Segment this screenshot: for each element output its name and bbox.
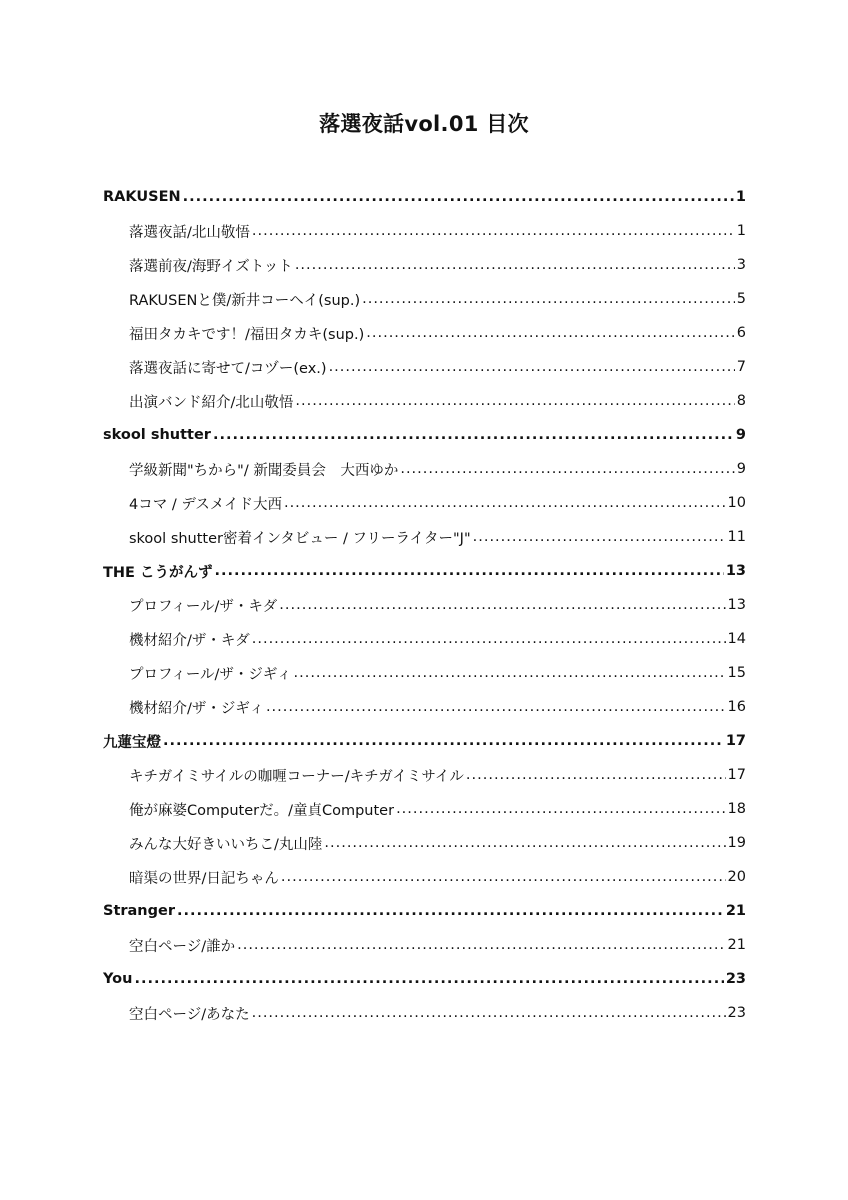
dot-leader	[214, 554, 723, 588]
toc-sub-entry	[103, 792, 746, 826]
toc-sub-entry	[103, 928, 746, 962]
dot-leader	[281, 860, 726, 894]
toc-entry-page-number: 1	[736, 223, 746, 239]
toc-entry-page-number: 20	[727, 869, 746, 885]
dot-leader	[466, 758, 726, 792]
toc-sub-entry	[103, 248, 746, 282]
toc-entry-title: 4コマ / デスメイド大西	[129, 496, 282, 513]
toc-entry-page-number: 16	[727, 699, 746, 715]
toc-entry-page-number: 23	[725, 971, 746, 987]
toc-section-entry	[103, 894, 746, 928]
toc-section-entry	[103, 554, 746, 588]
toc-entry-title: 暗渠の世界/日記ちゃん	[129, 870, 279, 887]
table-of-contents	[103, 180, 746, 1030]
toc-sub-entry	[103, 452, 746, 486]
toc-entry-page-number: 3	[736, 257, 746, 273]
toc-sub-entry	[103, 860, 746, 894]
dot-leader	[362, 282, 735, 316]
dot-leader	[237, 928, 725, 962]
dot-leader	[266, 690, 726, 724]
toc-entry-page-number: 8	[736, 393, 746, 409]
toc-entry-title: 落選前夜/海野イズトット	[129, 258, 293, 275]
toc-entry-title: みんな大好きいいちこ/丸山陸	[129, 836, 323, 853]
dot-leader	[183, 180, 734, 214]
toc-entry-page-number: 15	[727, 665, 746, 681]
toc-entry-title: プロフィール/ザ・キダ	[129, 598, 278, 615]
toc-entry-page-number: 7	[736, 359, 746, 375]
toc-entry-title: 学級新聞"ちから"/ 新聞委員会 大西ゆか	[129, 462, 399, 479]
toc-sub-entry	[103, 486, 746, 520]
toc-entry-page-number: 14	[727, 631, 746, 647]
toc-entry-title: 落選夜話に寄せて/コヅー(ex.)	[129, 360, 327, 377]
toc-section-entry	[103, 418, 746, 452]
toc-sub-entry	[103, 384, 746, 418]
toc-entry-title: 出演バンド紹介/北山敬悟	[129, 394, 294, 411]
toc-entry-page-number: 21	[725, 903, 746, 919]
toc-entry-title: Stranger	[103, 903, 175, 919]
toc-entry-title: 落選夜話/北山敬悟	[129, 224, 250, 241]
dot-leader	[134, 962, 723, 996]
toc-entry-page-number: 18	[727, 801, 746, 817]
dot-leader	[163, 724, 724, 758]
toc-entry-title: プロフィール/ザ・ジギィ	[129, 666, 292, 683]
toc-entry-page-number: 11	[727, 529, 746, 545]
dot-leader	[366, 316, 735, 350]
toc-sub-entry	[103, 520, 746, 554]
dot-leader	[252, 214, 735, 248]
toc-section-entry	[103, 724, 746, 758]
dot-leader	[329, 350, 735, 384]
toc-sub-entry	[103, 622, 746, 656]
page-title: 落選夜話vol.01 目次	[319, 112, 529, 136]
toc-sub-entry	[103, 282, 746, 316]
toc-entry-title: 九蓮宝燈	[103, 734, 161, 751]
toc-section-entry	[103, 962, 746, 996]
toc-sub-entry	[103, 588, 746, 622]
dot-leader	[473, 520, 726, 554]
dot-leader	[252, 622, 726, 656]
toc-entry-page-number: 6	[736, 325, 746, 341]
toc-entry-page-number: 19	[727, 835, 746, 851]
dot-leader	[213, 418, 734, 452]
dot-leader	[294, 656, 726, 690]
toc-entry-title: You	[103, 971, 133, 987]
toc-entry-title: 空白ページ/誰か	[129, 938, 236, 955]
toc-entry-page-number: 21	[727, 937, 746, 953]
toc-entry-page-number: 5	[736, 291, 746, 307]
toc-sub-entry	[103, 826, 746, 860]
toc-entry-title: 空白ページ/あなた	[129, 1006, 250, 1023]
toc-sub-entry	[103, 656, 746, 690]
toc-sub-entry	[103, 316, 746, 350]
toc-sub-entry	[103, 690, 746, 724]
dot-leader	[295, 248, 735, 282]
toc-sub-entry	[103, 758, 746, 792]
dot-leader	[295, 384, 734, 418]
dot-leader	[279, 588, 725, 622]
toc-entry-page-number: 13	[725, 563, 746, 579]
toc-entry-page-number: 13	[727, 597, 746, 613]
toc-entry-title: RAKUSEN	[103, 189, 181, 205]
toc-entry-title: THE こうがんず	[103, 564, 213, 581]
toc-entry-page-number: 10	[727, 495, 746, 511]
dot-leader	[252, 996, 726, 1030]
toc-sub-entry	[103, 996, 746, 1030]
dot-leader	[284, 486, 726, 520]
toc-entry-page-number: 23	[727, 1005, 746, 1021]
toc-entry-title: skool shutter	[103, 427, 211, 443]
dot-leader	[396, 792, 725, 826]
toc-entry-page-number: 1	[735, 189, 746, 205]
dot-leader	[324, 826, 725, 860]
toc-entry-title: 機材紹介/ザ・キダ	[129, 632, 250, 649]
toc-entry-title: 福田タカキです！/福田タカキ(sup.)	[129, 326, 365, 343]
toc-entry-title: skool shutter密着インタビュー / フリーライター"J"	[129, 530, 471, 547]
toc-entry-title: 機材紹介/ザ・ジギィ	[129, 700, 264, 717]
toc-section-entry	[103, 180, 746, 214]
toc-entry-page-number: 17	[725, 733, 746, 749]
dot-leader	[400, 452, 734, 486]
toc-entry-title: キチガイミサイルの咖喱コーナー/キチガイミサイル	[129, 768, 464, 785]
toc-entry-page-number: 9	[736, 461, 746, 477]
toc-entry-page-number: 9	[735, 427, 746, 443]
toc-sub-entry	[103, 350, 746, 384]
dot-leader	[177, 894, 724, 928]
toc-entry-title: RAKUSENと僕/新井コーヘイ(sup.)	[129, 292, 361, 309]
toc-sub-entry	[103, 214, 746, 248]
toc-entry-title: 俺が麻婆Computerだ。/童貞Computer	[129, 802, 395, 819]
toc-entry-page-number: 17	[727, 767, 746, 783]
